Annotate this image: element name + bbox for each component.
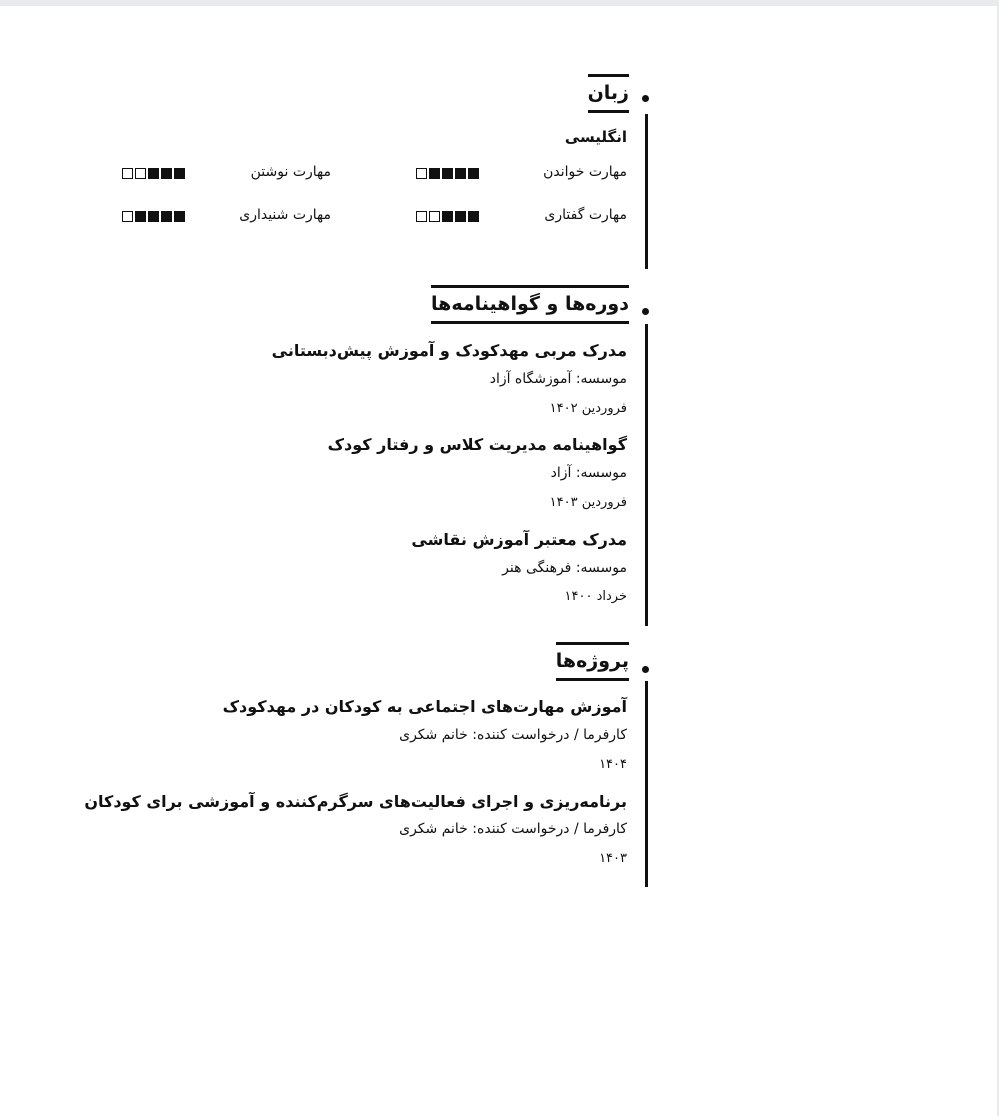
project-client: کارفرما / درخواست کننده: خانم شکری: [399, 727, 627, 743]
meter-box-filled: [442, 211, 453, 222]
meter-box-filled: [161, 211, 172, 222]
section-bullet: [642, 308, 649, 315]
certificate-date: فروردین ۱۴۰۲: [549, 401, 627, 416]
certificate-date: خرداد ۱۴۰۰: [564, 589, 627, 604]
section-bullet: [642, 666, 649, 673]
meter-box-filled: [148, 211, 159, 222]
skill-label-speaking: مهارت گفتاری: [544, 207, 627, 223]
meter-box-filled: [468, 168, 479, 179]
meter-box-empty: [429, 211, 440, 222]
certificate-title: مدرک مربی مهدکودک و آموزش پیش‌دبستانی: [271, 341, 627, 360]
skill-meter-listening: [122, 211, 185, 222]
meter-box-filled: [455, 211, 466, 222]
meter-box-filled: [174, 168, 185, 179]
skill-meter-reading: [416, 168, 479, 179]
meter-box-empty: [122, 211, 133, 222]
language-name: انگلیسی: [564, 128, 627, 146]
skill-meter-speaking: [416, 211, 479, 222]
projects-section-title: پروژه‌ها: [556, 642, 629, 681]
meter-box-filled: [135, 211, 146, 222]
meter-box-empty: [416, 211, 427, 222]
certificate-institute: موسسه: آزاد: [550, 465, 627, 481]
project-client: کارفرما / درخواست کننده: خانم شکری: [399, 821, 627, 837]
certificate-date: فروردین ۱۴۰۳: [549, 495, 627, 510]
meter-box-filled: [161, 168, 172, 179]
meter-box-empty: [416, 168, 427, 179]
meter-box-filled: [468, 211, 479, 222]
project-year: ۱۴۰۴: [599, 757, 627, 772]
skill-label-writing: مهارت نوشتن: [250, 164, 331, 180]
meter-box-filled: [174, 211, 185, 222]
meter-box-filled: [429, 168, 440, 179]
section-vertical-line: [645, 324, 648, 626]
certificate-institute: موسسه: فرهنگی هنر: [502, 560, 627, 576]
meter-box-empty: [135, 168, 146, 179]
section-vertical-line: [645, 681, 648, 887]
skill-label-listening: مهارت شنیداری: [239, 207, 331, 223]
certificate-institute: موسسه: آموزشگاه آزاد: [489, 371, 627, 387]
meter-box-empty: [122, 168, 133, 179]
project-title: برنامه‌ریزی و اجرای فعالیت‌های سرگرم‌کننده و آموزشی برای کودکان: [84, 792, 627, 811]
section-bullet: [642, 95, 649, 102]
language-section-title: زبان: [588, 74, 629, 113]
meter-box-filled: [148, 168, 159, 179]
meter-box-filled: [455, 168, 466, 179]
meter-box-filled: [442, 168, 453, 179]
section-vertical-line: [645, 114, 648, 269]
certificate-title: گواهینامه مدیریت کلاس و رفتار کودک: [327, 435, 627, 454]
skill-label-reading: مهارت خواندن: [543, 164, 627, 180]
project-year: ۱۴۰۳: [599, 851, 627, 866]
certificates-section-title: دوره‌ها و گواهینامه‌ها: [431, 285, 629, 324]
project-title: آموزش مهارت‌های اجتماعی به کودکان در مهدکودک: [222, 697, 627, 716]
skill-meter-writing: [122, 168, 185, 179]
resume-page: [0, 6, 997, 1116]
certificate-title: مدرک معتبر آموزش نقاشی: [411, 530, 627, 549]
